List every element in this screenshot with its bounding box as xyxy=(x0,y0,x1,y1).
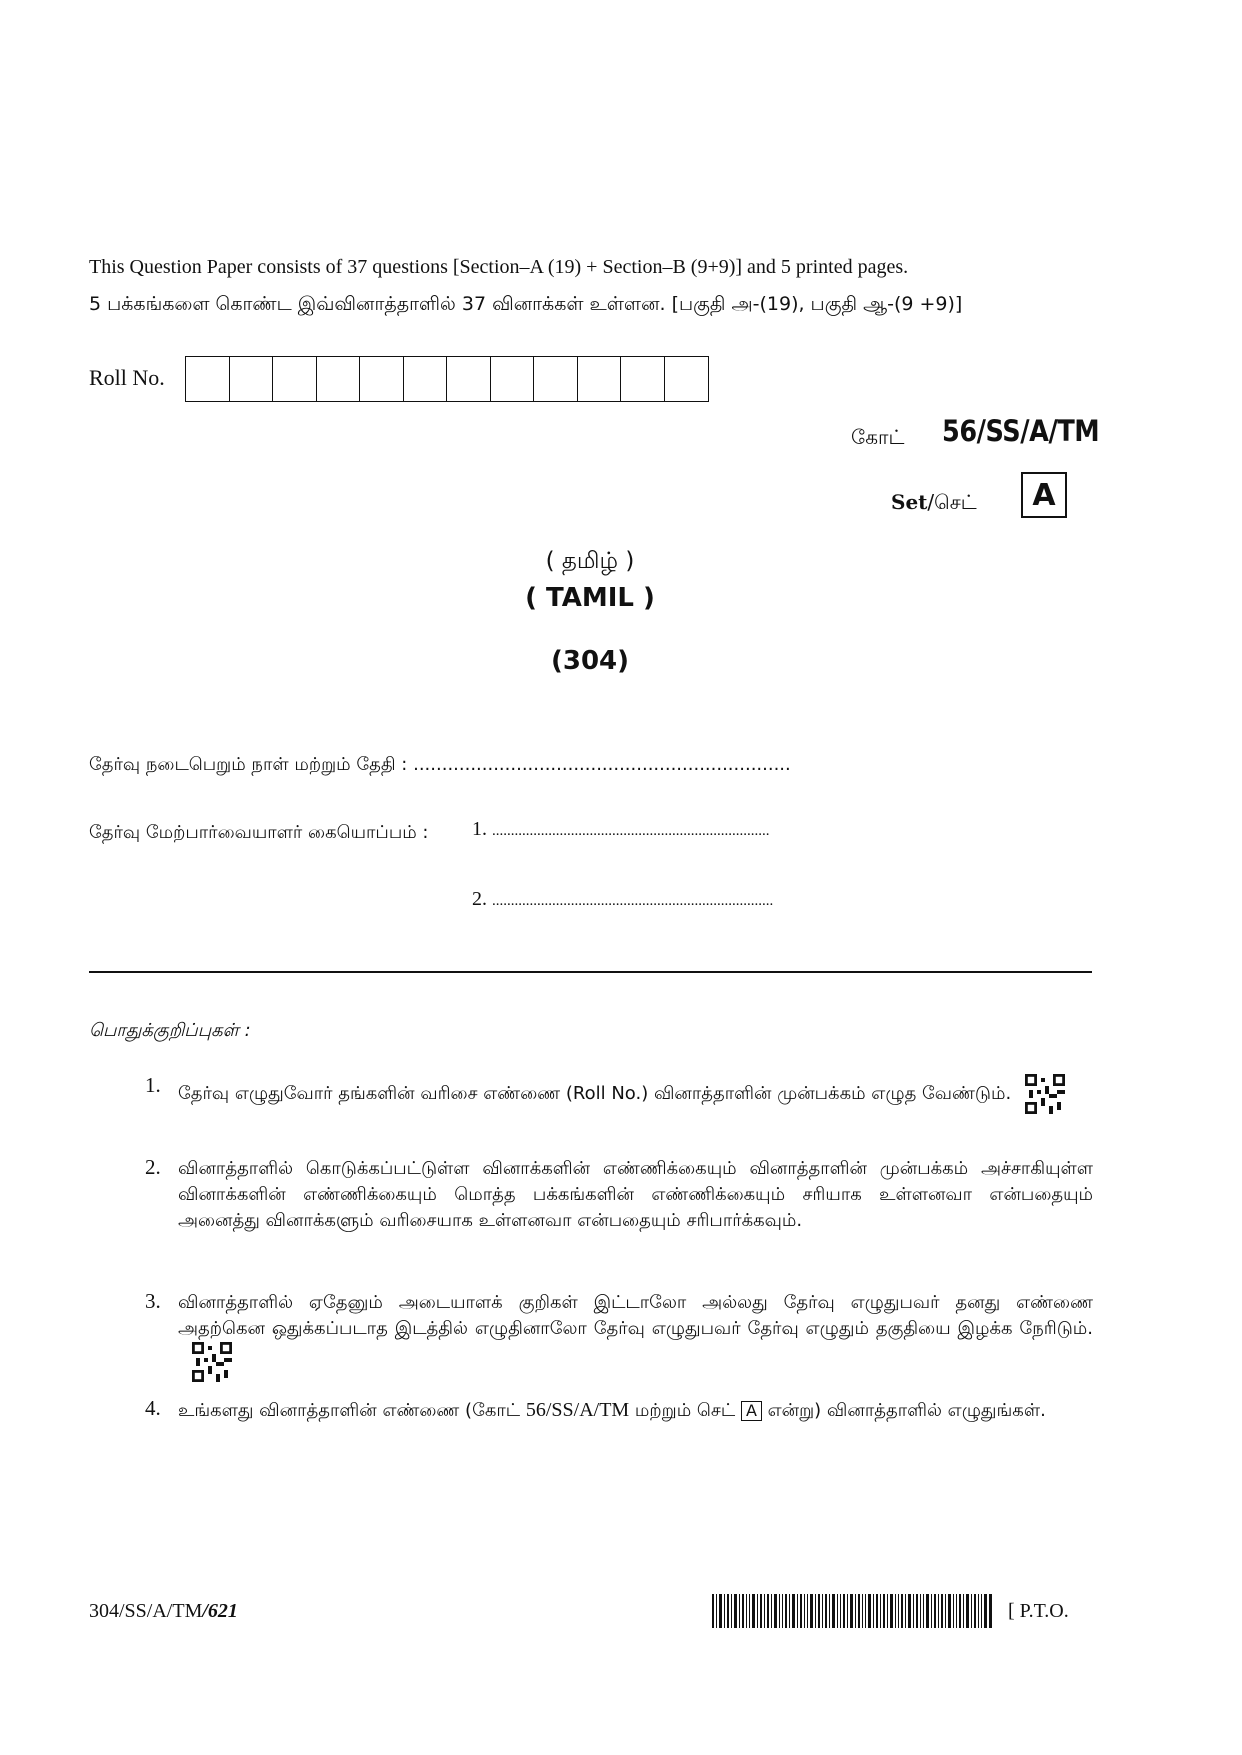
roll-no-box[interactable] xyxy=(317,357,361,401)
instruction-text: தேர்வு எழுதுவோர் தங்களின் வரிசை எண்ணை (Roll No.) வினாத்தாளின் முன்பக்கம் எழுத வேண்டும். xyxy=(178,1083,1012,1104)
divider xyxy=(89,971,1092,973)
footer-paper-code xyxy=(89,1600,238,1623)
signature-1-dots[interactable]: .......................................................................... xyxy=(492,823,770,839)
set-label-en: Set xyxy=(891,490,928,514)
paper-code: 56/SS/A/TM xyxy=(942,414,1100,448)
general-instructions-title: பொதுக்குறிப்புகள் : xyxy=(89,1020,251,1041)
instruction-item xyxy=(145,1074,1093,1114)
exam-date-field[interactable] xyxy=(89,754,791,777)
code-label: கோட் xyxy=(851,425,905,449)
qr-code-icon xyxy=(192,1342,232,1382)
instruction-set-box: A xyxy=(741,1401,762,1421)
set-label-ta: /செட் xyxy=(927,490,977,514)
instruction-number: 1. xyxy=(145,1073,161,1097)
question-count-info-en: This Question Paper consists of 37 questions [Section–A (19) + Section–B (9+9)] and 5 printed pages. xyxy=(89,256,909,278)
subject-code: (304) xyxy=(550,646,630,676)
set-label xyxy=(891,490,977,517)
signature-label: தேர்வு மேற்பார்வையாளர் கையொப்பம் : xyxy=(89,822,429,843)
roll-no-box[interactable] xyxy=(665,357,709,401)
roll-no-boxes[interactable] xyxy=(185,356,709,402)
signature-line-1[interactable] xyxy=(472,818,770,841)
instruction-item xyxy=(145,1397,1093,1424)
instruction-text-b: மற்றும் செட் xyxy=(629,1400,741,1421)
set-box: A xyxy=(1021,472,1067,518)
roll-no-box[interactable] xyxy=(578,357,622,401)
instruction-item xyxy=(145,1290,1093,1382)
roll-no-box[interactable] xyxy=(621,357,665,401)
instruction-text-a: உங்களது வினாத்தாளின் எண்ணை (கோட் xyxy=(178,1400,526,1421)
instruction-text-c: என்று) வினாத்தாளில் எழுதுங்கள். xyxy=(761,1400,1046,1421)
exam-date-label: தேர்வு நடைபெறும் நாள் மற்றும் தேதி : xyxy=(89,754,408,775)
instruction-number: 2. xyxy=(145,1155,161,1179)
subject-name-en: ( TAMIL ) xyxy=(525,583,655,613)
signature-line-2[interactable] xyxy=(472,888,773,911)
signature-2-dots[interactable]: ........................................................................... xyxy=(492,893,774,909)
exam-date-dots[interactable]: .................................................................. xyxy=(413,754,791,775)
roll-no-box[interactable] xyxy=(404,357,448,401)
instruction-text: வினாத்தாளில் கொடுக்கப்பட்டுள்ள வினாக்களின் எண்ணிக்கையும் வினாத்தாளின் முன்பக்கம் அச்சாகியுள்ள வினாக்களின் எண்ணிக்கையும் மொத்த பக்கங்களின் எண்ணிக்கையும் சரியாக உள்ளனவா என்பதையும் அனைத்து வினாக்களும் வரிசையாக உள்ளனவா என்பதையும் சரிபார்க்கவும். xyxy=(178,1158,1093,1231)
please-turn-over: [ P.T.O. xyxy=(1008,1600,1069,1622)
roll-no-box[interactable] xyxy=(273,357,317,401)
instruction-item xyxy=(145,1156,1093,1234)
footer-code-prefix: 304/SS/A/TM xyxy=(89,1600,203,1622)
roll-no-box[interactable] xyxy=(447,357,491,401)
footer-code-suffix: /621 xyxy=(202,1600,238,1622)
question-count-info-ta: 5 பக்கங்களை கொண்ட இவ்வினாத்தாளில் 37 வினாக்கள் உள்ளன. [பகுதி அ-(19), பகுதி ஆ-(9 +9)] xyxy=(89,293,963,315)
instruction-number: 3. xyxy=(145,1289,161,1313)
roll-no-label: Roll No. xyxy=(89,365,165,390)
subject-name-ta: ( தமிழ் ) xyxy=(545,548,635,574)
signature-1-num: 1. xyxy=(472,818,487,840)
signature-2-num: 2. xyxy=(472,888,487,910)
roll-no-box[interactable] xyxy=(360,357,404,401)
instruction-text: வினாத்தாளில் ஏதேனும் அடையாளக் குறிகள் இட்டாலோ அல்லது தேர்வு எழுதுபவர் தனது எண்ணை அதற்கென ஒதுக்கப்படாத இடத்தில் எழுதினாலோ தேர்வு எழுதுபவர் தேர்வு எழுதும் தகுதியை இழக்க நேரிடும். xyxy=(178,1292,1093,1339)
qr-code-icon xyxy=(1025,1074,1065,1114)
instruction-number: 4. xyxy=(145,1396,161,1420)
roll-no-box[interactable] xyxy=(230,357,274,401)
roll-no-box[interactable] xyxy=(491,357,535,401)
barcode-icon xyxy=(712,1594,992,1628)
instruction-paper-code: 56/SS/A/TM xyxy=(525,1399,630,1421)
roll-no-box[interactable] xyxy=(534,357,578,401)
roll-no-box[interactable] xyxy=(186,357,230,401)
